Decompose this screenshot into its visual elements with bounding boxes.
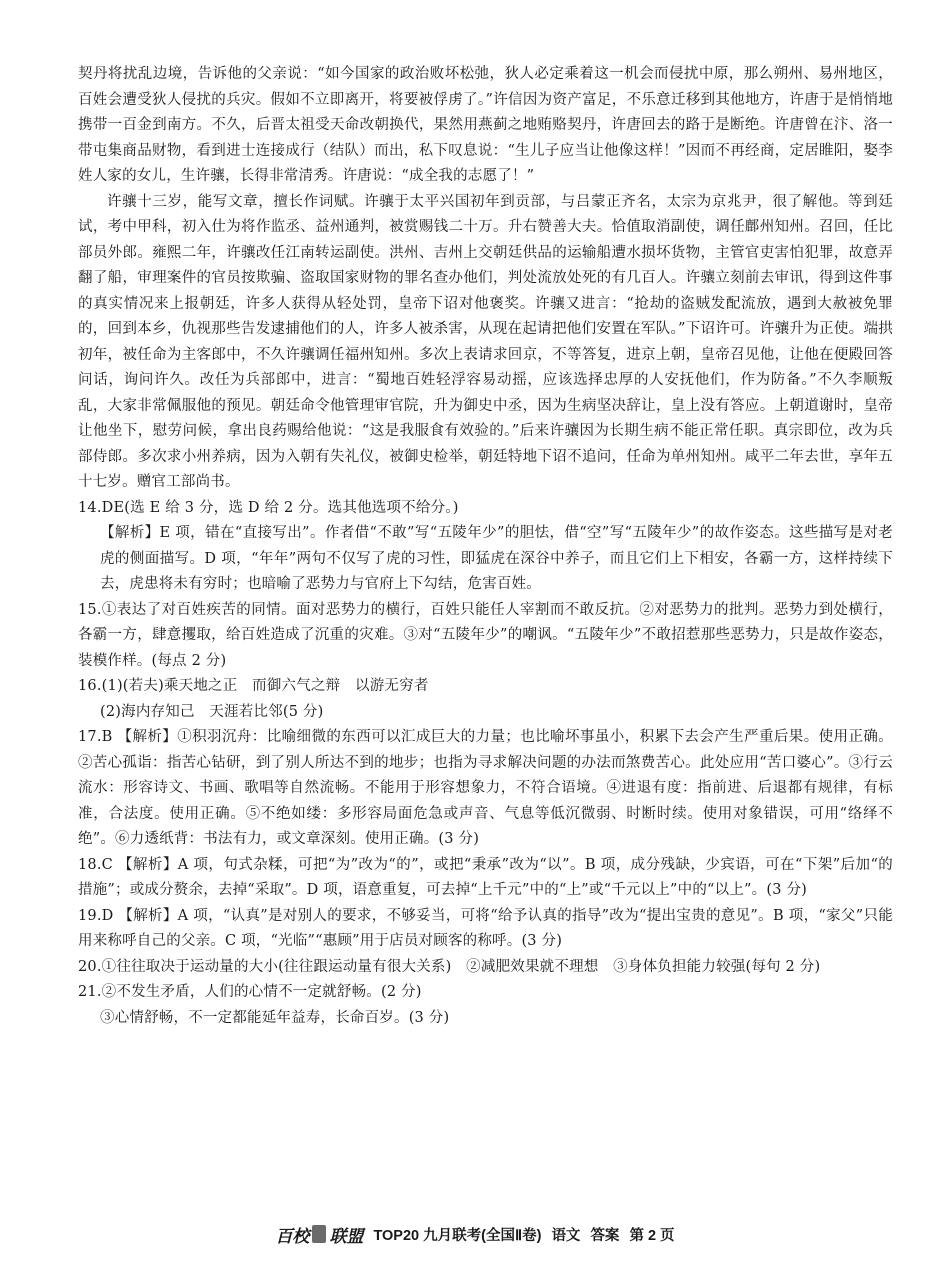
- answer-item: [78, 598, 893, 675]
- answer-item: [78, 904, 893, 955]
- answer-number: 15.: [78, 601, 102, 618]
- answer-item: [78, 674, 893, 700]
- answer-item: [78, 980, 893, 1006]
- answer-number: 21.: [78, 984, 102, 1000]
- answer-number: 14.: [78, 499, 102, 516]
- answer-subline: ③心情舒畅，不一定都能延年益寿，长命百岁。(3 分): [100, 1009, 450, 1026]
- answer-number: 17.: [78, 729, 102, 745]
- answer-number: 18.: [78, 856, 102, 873]
- exam-title: TOP20 九月联考(全国Ⅱ卷): [373, 1227, 542, 1244]
- translation-paragraph-2: 许骧十三岁，能写文章，擅长作词赋。许骧于太平兴国初年到贡部，与吕蒙正齐名，太宗为京兆尹，很了解他。等到廷试，考中甲科，初入仕为将作监丞、益州通判，被赏赐钱二十万。升右赞善大夫。恰值取消副使，调任鄜州知州。召回，任比部员外郎。雍熙二年，许骧改任江南转运副使。洪州、吉州上交朝廷供品的运输船遭水损坏货物，主管官吏害怕犯罪，故意弄翻了船，审理案件的官员按欺骗、盗取国家财物的罪名查办他们，判处流放处死的有几百人。许骧立刻前去审讯，得到这件事的真实情况来上报朝廷，许多人获得从轻处罚，皇帝下诏对他褒奖。许骧又进言：“抢劫的盗贼发配流放，遇到大赦被免罪的，回到本乡，仇视那些告发逮捕他们的人，许多人被杀害，从现在起请把他们安置在军队。”下诏许可。许骧升为正使。端拱初年，被任命为主客郎中，不久许骧调任福州知州。多次上表请求回京，不等答复，进京上朝，皇帝召见他，让他在便殿回答问话，询问许久。改任为兵部郎中，进言：“蜀地百姓轻浮容易动摇，应该选择忠厚的人安抚他们，作为防备。”不久李顺叛乱，大家非常佩服他的预见。朝廷命令他管理审官院，升为御史中丞，因为生病坚决辞让，皇上没有答应。上朝道谢时，皇帝让他坐下，慰劳问候，拿出良药赐给他说：“这是我服食有效验的。”后来许骧因为长期生病不能正常任职。真宗即位，改为兵部侍郎。多次求小州养病，因为入朝有失礼仪，被御史检举，朝廷特地下诏不追问，任命为单州知州。咸平二年去世，享年五十七岁。赠官工部尚书。: [78, 193, 893, 490]
- publisher-logo: [275, 1222, 363, 1247]
- logo-text-1: 百校: [275, 1226, 310, 1247]
- answer-page: [78, 62, 893, 1031]
- answer-subline: (2)海内存知己 天涯若比邻(5 分): [100, 703, 324, 720]
- logo-text-2: 联盟: [329, 1226, 364, 1247]
- answer-text: C 【解析】A 项，句式杂糅，可把“为”改为“的”，或把“秉承”改为“以”。B 项，成分残缺，少宾语，可在“下架”后加“的措施”；或成分赘余，去掉“采取”。D 项，语意重复，可去掉“上千元”中的“上”或“千元以上”中的“以上”。(3 分): [78, 856, 893, 898]
- translation-paragraph-1: 契丹将扰乱边境，告诉他的父亲说：“如今国家的政治败坏松弛，狄人必定乘着这一机会而侵扰中原，那么朔州、易州地区，百姓会遭受狄人侵扰的兵灾。假如不立即离开，将要被俘虏了。”许信因为资产富足，不乐意迁移到其他地方，许唐于是悄悄地携带一百金到南方。不久，后晋太祖受天命改朝换代，果然用燕蓟之地贿赂契丹，许唐回去的路于是断绝。许唐曾在汴、洛一带屯集商品财物，看到进士连接成行（结队）而出，私下叹息说：“生儿子应当让他像这样！”因而不再经商，定居睢阳，娶李姓人家的女儿，生许骧，长得非常清秀。许唐说：“成全我的志愿了！”: [78, 66, 893, 184]
- answer-item: [78, 853, 893, 904]
- answer-number: 20.: [78, 958, 102, 975]
- answer-text: B 【解析】①积羽沉舟：比喻细微的东西可以汇成巨大的力量；也比喻坏事虽小，积累下去会产生严重后果。使用正确。②苦心孤诣：指苦心钻研，到了别人所达不到的地步；也指为寻求解决问题的办法而煞费苦心。此处应用“苦口婆心”。③行云流水：形容诗文、书画、歌唱等自然流畅。不能用于形容想象力，不符合语境。④进退有度：指前进、后退都有规律，有标准，合法度。使用正确。⑤不绝如缕：多形容局面危急或声音、气息等低沉微弱、时断时续。使用对象错误，可用“络绎不绝”。⑥力透纸背：书法有力，或文章深刻。使用正确。(3 分): [78, 729, 893, 847]
- answer-number: 19.: [78, 907, 102, 924]
- answer-text: ②不发生矛盾，人们的心情不一定就舒畅。(2 分): [101, 984, 422, 1000]
- answer-item: [78, 725, 893, 853]
- logo-seal-icon: [312, 1225, 326, 1243]
- answer-text: ①往往取决于运动量的大小(往往跟运动量有很大关系) ②减肥效果就不理想 ③身体负担能力较强(每句 2 分): [101, 958, 821, 975]
- answer-text: D 【解析】A 项，“认真”是对别人的要求，不够妥当，可将“给予认真的指导”改为“提出宝贵的意见”。B 项，“家父”只能用来称呼自己的父亲。C 项，“光临”“惠顾”用于店员对顾客的称呼。(3 分): [78, 907, 893, 949]
- page-footer: [0, 1222, 950, 1246]
- answer-text: (1)(若夫)乘天地之正 而御六气之辩 以游无穷者: [101, 678, 429, 694]
- answer-text: DE(选 E 给 3 分，选 D 给 2 分。选其他选项不给分。): [101, 499, 459, 516]
- answer-list: [78, 496, 893, 1032]
- subject-label: 语文: [551, 1227, 581, 1244]
- answer-label: 答案: [590, 1227, 620, 1244]
- answer-item: [78, 496, 893, 522]
- answer-item: [78, 955, 893, 981]
- answer-number: 16.: [78, 678, 102, 694]
- page-number: 第 2 页: [629, 1227, 675, 1244]
- answer-subline: 【解析】E 项，错在“直接写出”。作者借“不敢”写“五陵年少”的胆怯，借“空”写“五陵年少”的故作姿态。这些描写是对老虎的侧面描写。D 项，“年年”两句不仅写了虎的习性，即猛虎在深谷中养子，而且它们上下相安，各霸一方，这样持续下去，虎患将未有穷时；也暗喻了恶势力与官府上下勾结，危害百姓。: [100, 525, 893, 592]
- answer-text: ①表达了对百姓疾苦的同情。面对恶势力的横行，百姓只能任人宰割而不敢反抗。②对恶势力的批判。恶势力到处横行，各霸一方，肆意攫取，给百姓造成了沉重的灾难。③对“五陵年少”的嘲讽。“五陵年少”不敢招惹那些恶势力，只是故作姿态，装模作样。(每点 2 分): [78, 601, 893, 669]
